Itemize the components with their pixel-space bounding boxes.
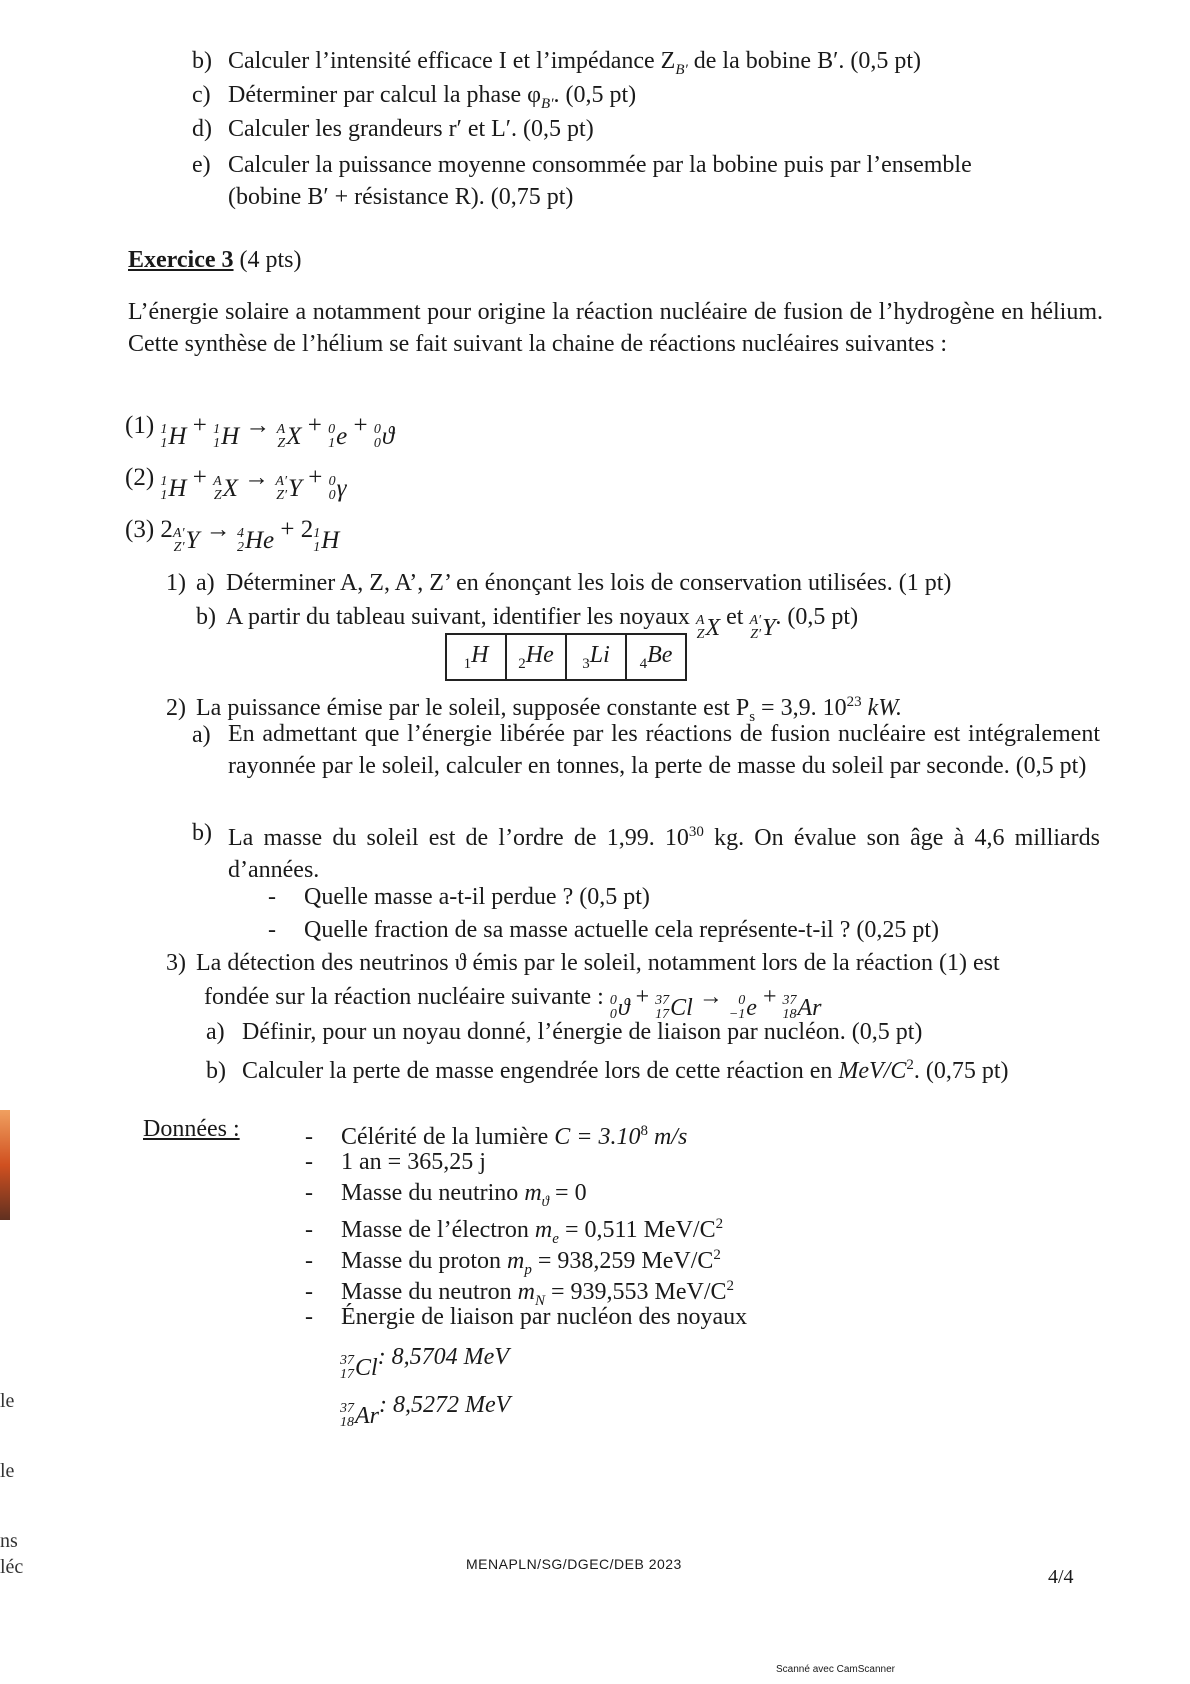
page-number: 4/4 (1048, 1566, 1074, 1588)
data-item: - Masse du proton $m_p = 938,259$ MeV/$C^2$ (305, 1247, 721, 1278)
scan-edge-mark (0, 1110, 10, 1220)
q2-b: La masse du soleil est de l’ordre de 1,99. $10^{30}$ kg. On évalue son âge à 4,6 milliards d’années. (228, 824, 1100, 883)
exercise-heading: Exercice 3 (4 pts) (128, 247, 302, 273)
q3-b: b) Calculer la perte de masse engendrée lors de cette réaction en MeV/$C^2$. (0,75 pt) (206, 1057, 1009, 1084)
q1-b: b) A partir du tableau suivant, identifier les noyaux A Z X et A′ Z′ Y. (0,5 pt) (196, 604, 859, 642)
binding-energy-ar: 37 18 Ar : 8,5272 MeV (340, 1392, 511, 1430)
nuclei-table (445, 633, 687, 681)
nucleus-cell: $_1$H (446, 634, 506, 680)
data-item: - Masse du neutron $m_N = 939,553$ MeV/$C^2$ (305, 1278, 735, 1309)
question-e: e) Calculer la puissance moyenne consommée par la bobine puis par l’ensemble (192, 152, 972, 178)
data-item: - Célérité de la lumière $C = 3.10^8$ m/s (305, 1123, 688, 1150)
q3-reaction: fondée sur la réaction nucléaire suivante : 0 0 ϑ + 37 17 Cl → 0 −1 e + 37 18 Ar (204, 984, 822, 1022)
question-d: d) Calculer les grandeurs r′ et L′. (0,5 pt) (192, 116, 594, 142)
q2-b-label: b) (192, 820, 212, 846)
edge-text: le (0, 1390, 15, 1412)
data-item: - Énergie de liaison par nucléon des noyaux (305, 1304, 748, 1330)
q2: 2) La puissance émise par le soleil, supposée constante est $P_s = 3,9$. $10^{23}$ kW. (166, 694, 903, 725)
footer-ref: MENAPLN/SG/DGEC/DEB 2023 (466, 1556, 682, 1572)
data-item: - 1 an = 365,25 j (305, 1149, 486, 1175)
question-e-line2: (bobine B′ + résistance R). (0,75 pt) (228, 184, 574, 210)
reaction-1: (1) 1 1 H + 1 1 H → A Z X + 0 1 e + 0 0 ϑ (125, 412, 395, 451)
question-c: c) Déterminer par calcul la phase $\varphi_{B'}$. (0,5 pt) (192, 82, 637, 112)
binding-energy-cl: 37 17 Cl : 8,5704 MeV (340, 1344, 509, 1382)
q2-bullet: - Quelle fraction de sa masse actuelle cela représente-t-il ? (0,25 pt) (268, 917, 940, 943)
q2-a-label: a) (192, 722, 211, 748)
reaction-3: (3) 2 A′ Z′ Y → 4 2 He + 2 1 1 H (125, 516, 340, 555)
data-title: Données : (143, 1116, 240, 1142)
edge-text: léc (0, 1556, 24, 1578)
question-b: b) Calculer l’intensité efficace I et l’impédance $Z_{B'}$ de la bobine B′. (0,5 pt) (192, 48, 921, 78)
edge-text: le (0, 1460, 15, 1482)
nucleus-cell: $_4$Be (626, 634, 686, 680)
exercise-intro: L’énergie solaire a notamment pour origine la réaction nucléaire de fusion de l’hydrogène en hélium. Cette synthèse de l’hélium se fait suivant la chaine de réactions nucléaires suivantes : (128, 299, 1103, 357)
q2-a: En admettant que l’énergie libérée par les réactions de fusion nucléaire est intégralement rayonnée par le soleil, calculer en tonnes, la perte de masse du soleil par seconde. (0,5 pt) (228, 721, 1100, 779)
data-item: - Masse de l’électron $m_e = 0,511$ MeV/$C^2$ (305, 1216, 724, 1247)
q1-a: 1) a) Déterminer A, Z, A’, Z’ en énonçant les lois de conservation utilisées. (1 pt) (166, 570, 952, 596)
q2-bullet: - Quelle masse a-t-il perdue ? (0,5 pt) (268, 884, 650, 910)
edge-text: ns (0, 1530, 18, 1552)
nucleus-cell: $_3$Li (566, 634, 626, 680)
q3: 3) La détection des neutrinos ϑ émis par le soleil, notamment lors de la réaction (1) est (166, 950, 1000, 976)
data-item: - Masse du neutrino $m_ϑ = 0$ (305, 1180, 587, 1210)
nucleus-cell: $_2$He (506, 634, 566, 680)
reaction-2: (2) 1 1 H + A Z X → A′ Z′ Y + 0 0 γ (125, 464, 347, 503)
q3-a: a) Définir, pour un noyau donné, l’énergie de liaison par nucléon. (0,5 pt) (206, 1019, 923, 1045)
scanner-watermark: Scanné avec CamScanner (776, 1664, 895, 1675)
